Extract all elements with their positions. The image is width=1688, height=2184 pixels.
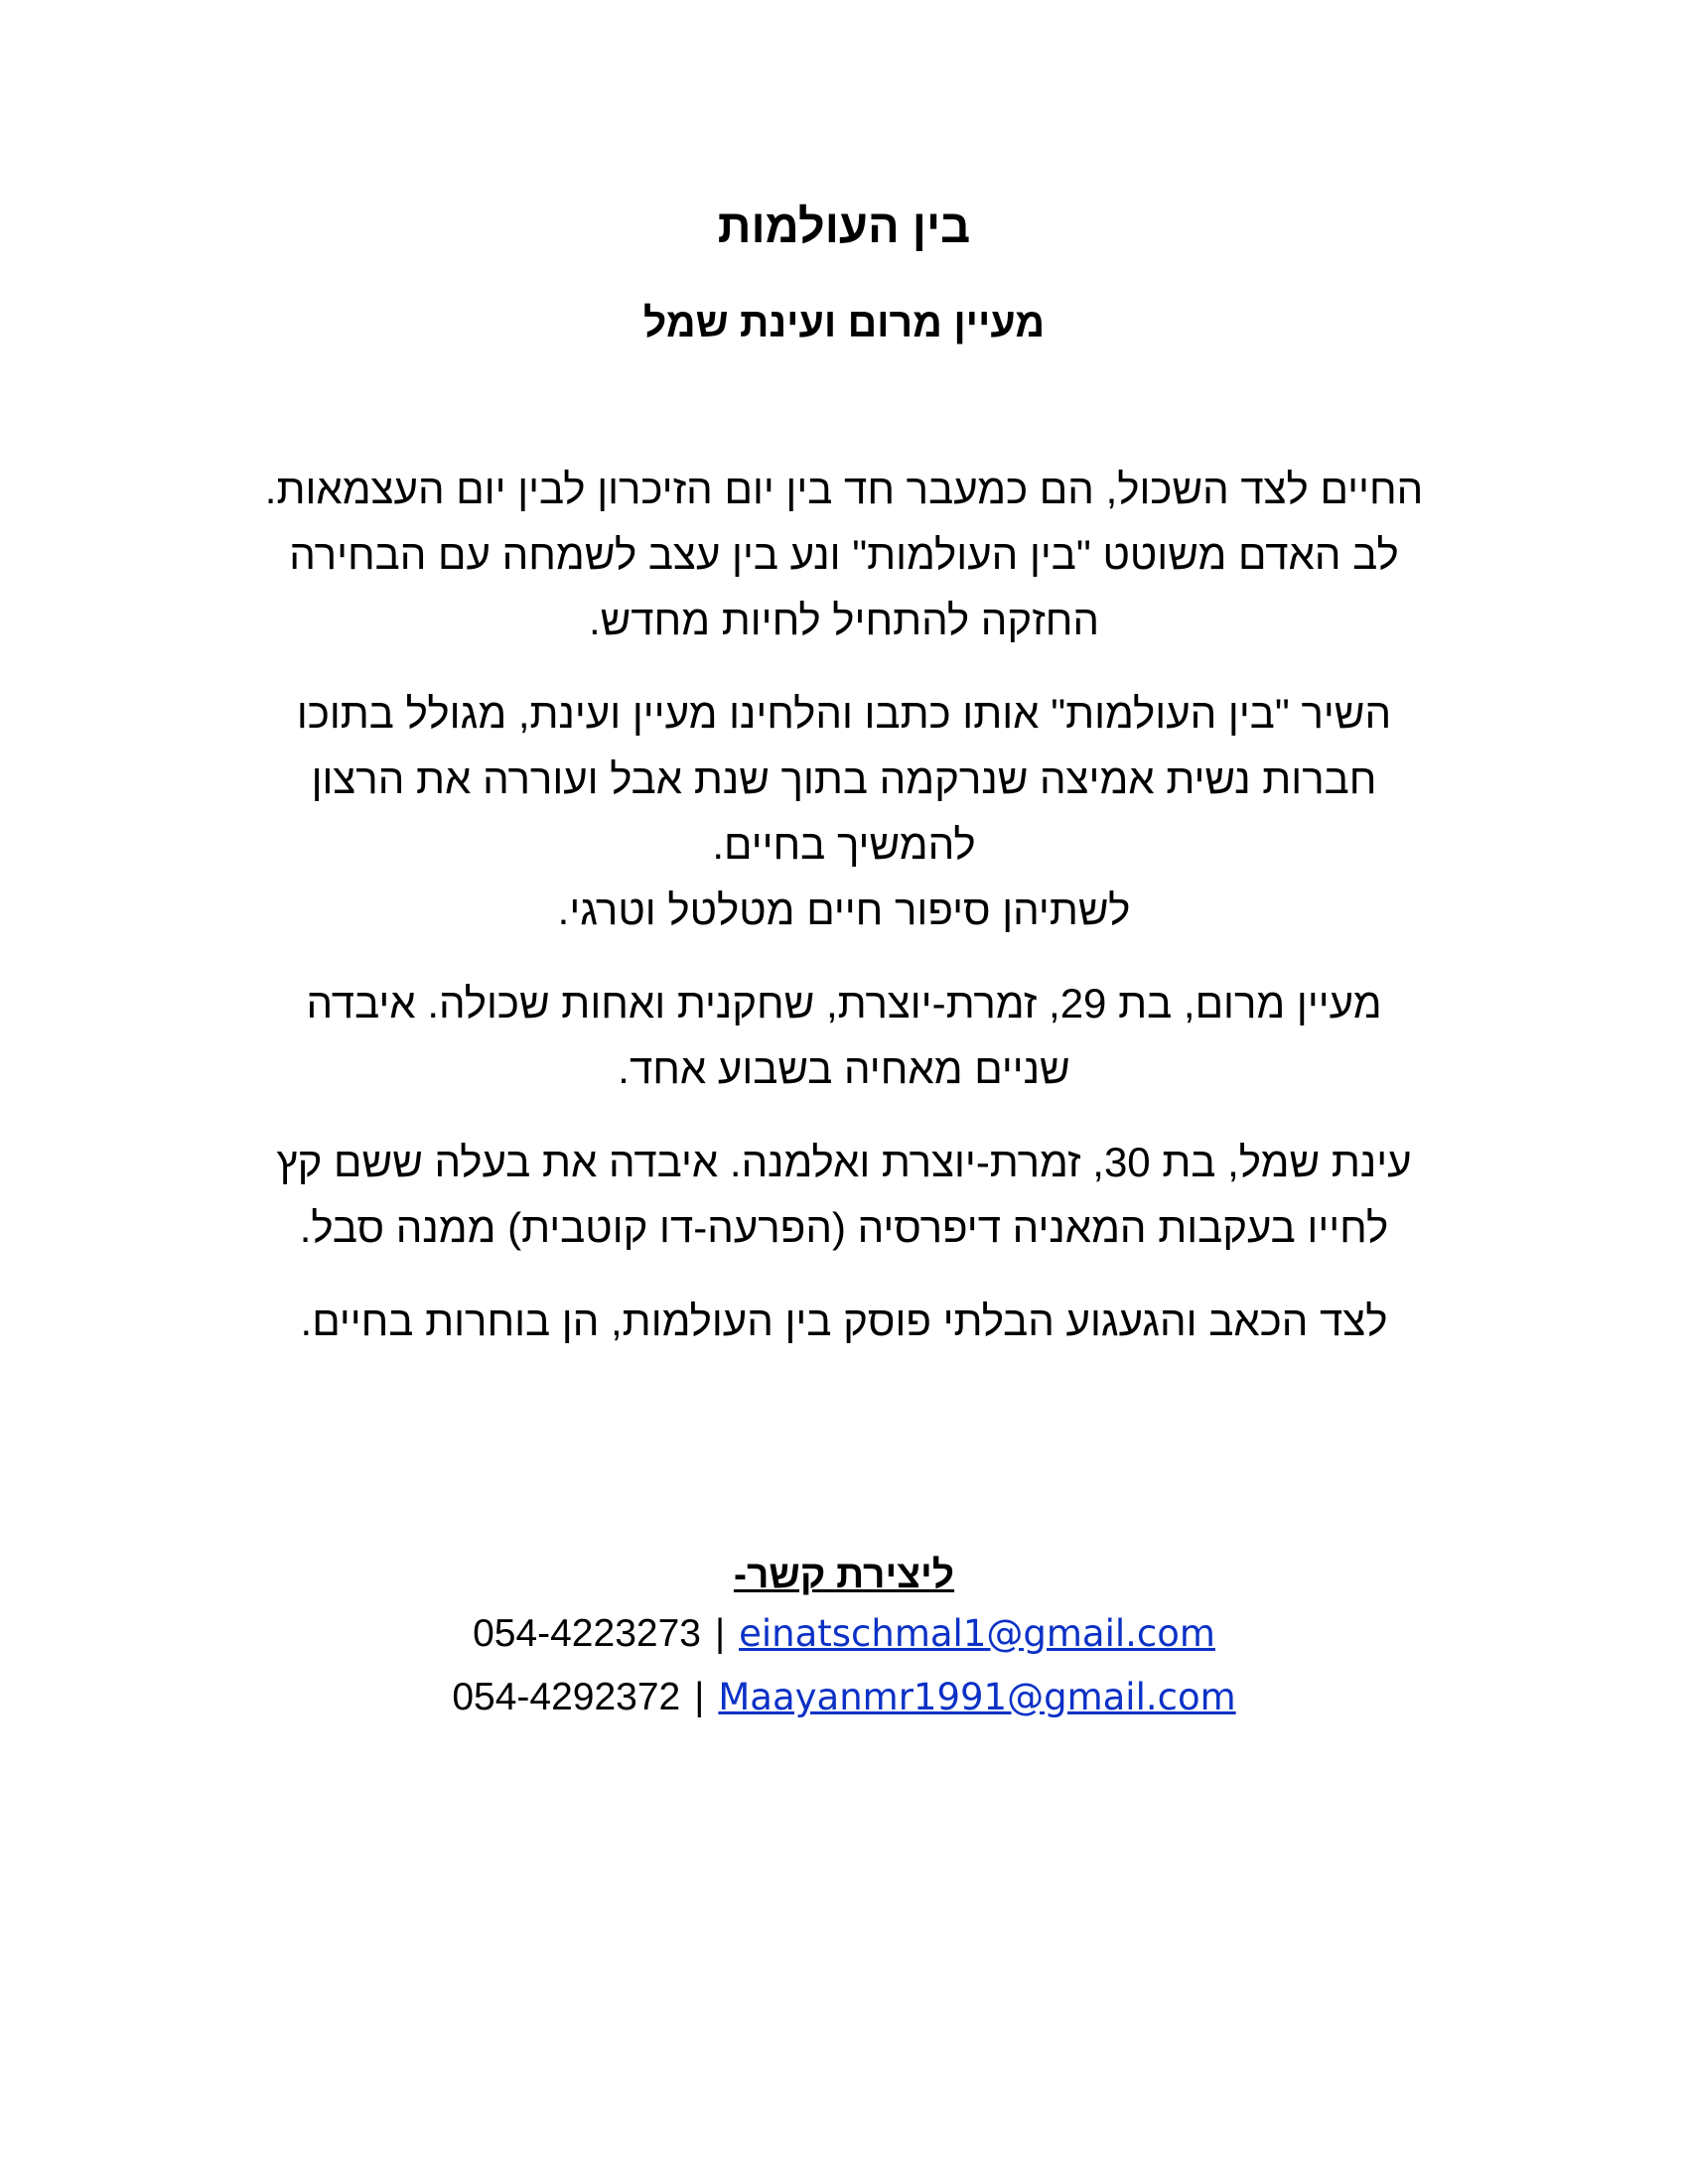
email-link-maayan[interactable]: Maayanmr1991@gmail.com — [718, 1676, 1236, 1718]
paragraph-line: עינת שמל, בת 30, זמרת-יוצרת ואלמנה. איבדה את בעלה ששם קץ — [276, 1139, 1412, 1185]
paragraph-line: החיים לצד השכול, הם כמעבר חד בין יום הזיכרון לבין יום העצמאות. — [264, 466, 1424, 512]
paragraph-4 — [179, 1130, 1509, 1261]
paragraph-2 — [179, 681, 1509, 943]
paragraph-line: לשתיהן סיפור חיים מטלטל וטרגי. — [557, 887, 1131, 933]
paragraph-line: מעיין מרום, בת 29, זמרת-יוצרת, שחקנית ואחות שכולה. איבדה — [306, 980, 1382, 1026]
paragraph-1 — [179, 457, 1509, 653]
paragraph-line: שניים מאחיה בשבוע אחד. — [618, 1045, 1070, 1092]
paragraph-line: לב האדם משוטט "בין העולמות" ונע בין עצב לשמחה עם הבחירה — [289, 531, 1399, 578]
document-title: בין העולמות — [717, 200, 971, 252]
contact-heading: ליצירת קשר- — [733, 1554, 955, 1596]
paragraph-3 — [179, 971, 1509, 1102]
document-subtitle: מעיין מרום ועינת שמל — [642, 300, 1046, 345]
document-body — [179, 457, 1509, 1382]
paragraph-line: החזקה להתחיל לחיות מחדש. — [588, 597, 1100, 643]
separator: | — [714, 1612, 726, 1655]
paragraph-line: להמשיך בחיים. — [712, 821, 976, 868]
paragraph-line: לצד הכאב והגעגוע הבלתי פוסק בין העולמות, הן בוחרות בחיים. — [300, 1297, 1388, 1344]
paragraph-line: לחייו בעקבות המאניה דיפרסיה (הפרעה-דו קוטבית) ממנה סבל. — [299, 1204, 1389, 1251]
email-link-einat[interactable]: einatschmal1@gmail.com — [739, 1612, 1215, 1655]
phone-number: 054-4292372 — [452, 1676, 681, 1718]
contact-row-einat — [0, 1612, 1688, 1656]
paragraph-line: חברות נשית אמיצה שנרקמה בתוך שנת אבל ועוררה את הרצון — [311, 755, 1377, 802]
phone-number: 054-4223273 — [473, 1612, 701, 1655]
paragraph-line: השיר "בין העולמות" אותו כתבו והלחינו מעיין ועינת, מגולל בתוכו — [296, 690, 1392, 737]
contact-row-maayan — [0, 1676, 1688, 1719]
separator: | — [694, 1676, 705, 1718]
paragraph-5 — [179, 1289, 1509, 1354]
